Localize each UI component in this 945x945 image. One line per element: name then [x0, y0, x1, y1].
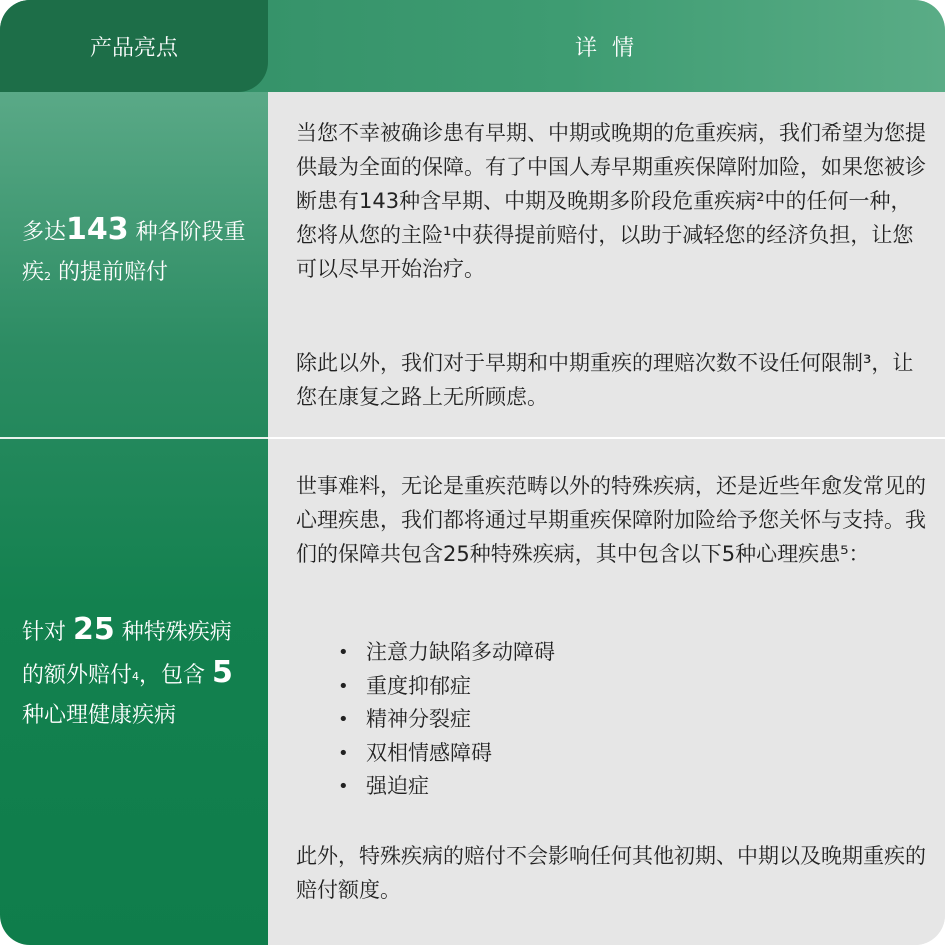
list-item — [336, 670, 896, 704]
highlight-number: 5 — [212, 655, 233, 690]
list-item — [336, 703, 896, 737]
highlight-number: 143 — [66, 212, 129, 247]
details-cell-special-diseases — [268, 439, 945, 945]
footnote-ref: 2 — [44, 270, 52, 283]
header-product-highlights — [0, 0, 268, 92]
highlight-text: 种各阶段重疾 — [22, 220, 246, 285]
list-item-label: 精神分裂症 — [366, 707, 471, 731]
header-left-label: 产品亮点 — [89, 35, 178, 61]
bullet-icon: • — [338, 742, 349, 764]
mental-illness-list — [336, 636, 896, 804]
row-divider-left — [0, 437, 268, 439]
header-details — [268, 0, 945, 92]
details-paragraph: 当您不幸被确诊患有早期、中期或晚期的危重疾病，我们希望为您提供最为全面的保障。有了中国人寿早期重疾保障附加险，如果您被诊断患有143种含早期、中期及晚期多阶段危重疾病²中的任何一种，您将从您的主险¹中获得提前赔付，以助于减轻您的经济负担，让您可以尽早开始治疗。 — [296, 121, 926, 281]
highlight-prefix: 多达 — [22, 220, 67, 245]
bullet-icon: • — [338, 709, 349, 730]
list-item-label: 注意力缺陷多动障碍 — [366, 640, 555, 664]
list-item-label: 强迫症 — [366, 774, 429, 798]
list-item-label: 重度抑郁症 — [366, 673, 471, 698]
details-intro: 世事难料，无论是重疾范畴以外的特殊疾病，还是近些年愈发常见的心理疾患，我们都将通过早期重疾保障附加险给予您关怀与支持。我们的保障共包含25种特殊疾病，其中包含以下5种心理疾患⁵： — [296, 474, 926, 566]
bullet-icon: • — [338, 642, 349, 663]
details-closing: 此外，特殊疾病的赔付不会影响任何其他初期、中期以及晚期重疾的赔付额度。 — [296, 844, 926, 902]
bullet-icon: • — [338, 675, 349, 697]
highlight-text: 种特殊疾病的额外赔付 — [22, 620, 232, 688]
header-right-label: 详 情 — [575, 35, 638, 61]
bullet-icon: • — [338, 776, 349, 797]
list-item — [336, 636, 896, 670]
footnote-ref: 4 — [132, 670, 140, 683]
list-item — [336, 737, 896, 771]
highlight-number: 25 — [73, 612, 115, 647]
list-item — [336, 770, 896, 804]
details-cell-critical-illness — [268, 92, 945, 437]
details-paragraph: 除此以外，我们对于早期和中期重疾的理赔次数不设任何限制³，让您在康复之路上无所顾虑。 — [296, 351, 914, 409]
highlight-special-diseases — [22, 610, 252, 736]
highlight-suffix: 种心理健康疾病 — [22, 703, 177, 728]
highlight-suffix: 的提前赔付 — [51, 260, 169, 285]
highlight-critical-illness — [22, 210, 252, 293]
list-item-label: 双相情感障碍 — [366, 740, 492, 765]
highlight-prefix: 针对 — [22, 620, 73, 645]
highlight-text: ，包含 — [139, 663, 213, 688]
